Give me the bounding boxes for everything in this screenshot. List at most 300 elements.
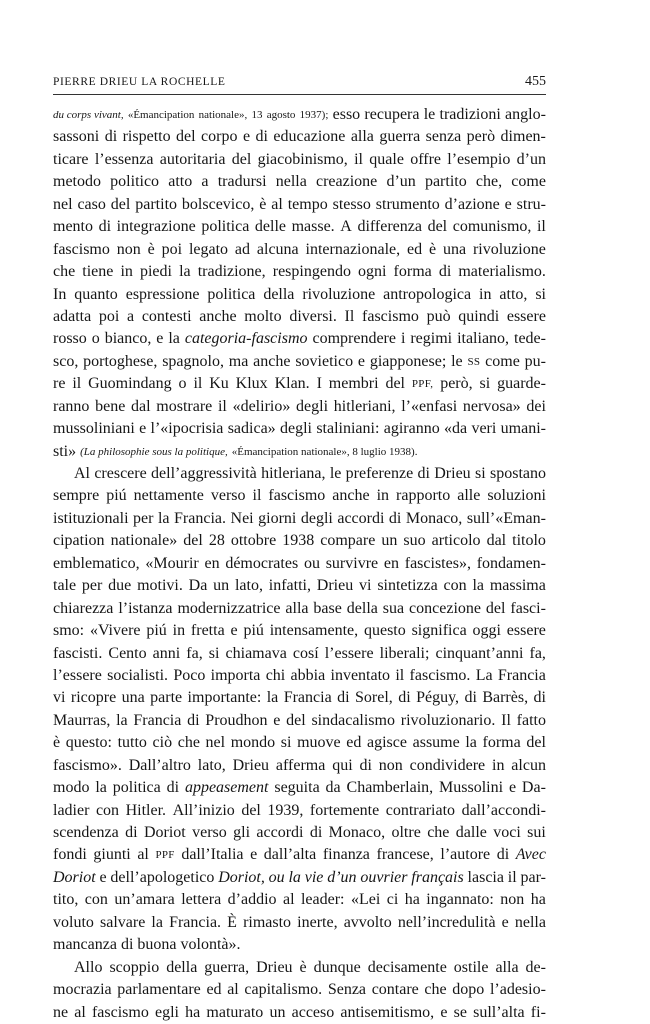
word: guarde- xyxy=(497,375,546,393)
word: poi xyxy=(161,240,183,258)
word: questo: xyxy=(65,734,112,752)
word: dalle xyxy=(455,824,487,841)
word: pu- xyxy=(524,352,546,370)
text-line xyxy=(53,844,546,866)
word: autoritaria xyxy=(159,150,226,168)
word: al xyxy=(137,846,149,864)
text-line xyxy=(53,373,546,395)
word: di xyxy=(309,824,323,841)
word: è xyxy=(147,240,155,258)
word: con xyxy=(84,891,108,909)
word: degli xyxy=(296,397,329,415)
word: chi xyxy=(265,666,286,684)
text-line xyxy=(53,216,546,238)
word: intensamente, xyxy=(269,622,359,640)
word: l’«ipocrisia xyxy=(150,420,224,438)
word: guerra, xyxy=(204,958,250,976)
word: un xyxy=(381,532,398,550)
word: forma xyxy=(482,734,521,752)
word: non xyxy=(116,240,141,258)
word: fascismo. xyxy=(409,666,471,684)
text-line xyxy=(53,598,546,620)
word: offre xyxy=(410,150,441,168)
word: ladier xyxy=(53,801,90,819)
word: Allo xyxy=(74,958,103,976)
text-line xyxy=(53,912,546,934)
word: lato, xyxy=(234,577,263,595)
word: base xyxy=(313,599,342,617)
word: al xyxy=(227,981,239,999)
word: sti» xyxy=(53,442,77,460)
word: ostile xyxy=(453,958,489,976)
word: survivre xyxy=(325,554,379,572)
word: dall’Italia xyxy=(181,846,244,864)
word: Nei xyxy=(230,509,254,527)
word: come xyxy=(485,352,520,370)
word: atto xyxy=(168,173,193,191)
word: metodo xyxy=(53,173,101,191)
word: Klan. xyxy=(274,375,310,393)
word: maturato xyxy=(206,1003,264,1021)
word: il xyxy=(72,375,82,393)
page-header xyxy=(53,74,546,95)
word: PPF, xyxy=(411,378,434,391)
word: con xyxy=(95,801,120,819)
word: educazione xyxy=(273,128,346,146)
word: Doriot xyxy=(53,868,96,886)
word: lato, xyxy=(197,756,226,774)
word: seguita xyxy=(274,779,320,797)
word: contesti xyxy=(141,307,192,325)
word: anglo- xyxy=(505,106,546,123)
text-line xyxy=(53,328,546,350)
text-line xyxy=(53,171,546,193)
word: emblematico, xyxy=(53,554,140,572)
word: A xyxy=(340,218,352,236)
word: anni xyxy=(152,644,181,662)
word: «Mourir xyxy=(145,554,199,572)
word: un xyxy=(269,1003,286,1021)
word: caso xyxy=(77,195,106,213)
word: in xyxy=(376,487,390,505)
word: en xyxy=(204,554,220,572)
word: importante: xyxy=(187,689,262,707)
text-line xyxy=(53,755,546,777)
word: di xyxy=(98,218,112,236)
word: Guomindang xyxy=(88,375,172,393)
word: tradizione, xyxy=(197,263,266,281)
word: alcun xyxy=(511,756,546,774)
word: ou xyxy=(268,868,285,886)
text-line xyxy=(53,665,546,687)
word: il xyxy=(217,397,227,415)
word: anche xyxy=(253,352,291,370)
word: anche xyxy=(332,487,370,505)
word: tradizioni xyxy=(439,106,501,123)
word: tiene xyxy=(82,263,114,281)
word: alla xyxy=(495,958,519,976)
word: Doriot, xyxy=(218,868,265,886)
word: Cento xyxy=(108,644,147,662)
word: veri xyxy=(471,420,497,438)
word: parte xyxy=(150,689,183,707)
text-line xyxy=(53,418,546,440)
word: del xyxy=(241,801,261,819)
word: fa, xyxy=(529,644,546,662)
word: un’amara xyxy=(114,891,175,909)
word: internazionale, xyxy=(305,240,401,258)
word: vi xyxy=(359,577,372,595)
word: giorni xyxy=(258,509,297,527)
word: politica xyxy=(201,218,250,236)
text-line xyxy=(53,351,546,373)
word: français xyxy=(411,868,464,886)
word: infatti, xyxy=(268,577,311,595)
word: e xyxy=(156,330,164,348)
word: si xyxy=(208,644,220,662)
word: fondamen- xyxy=(476,554,546,572)
word: partito xyxy=(135,195,178,213)
word: comunismo, xyxy=(452,218,532,236)
word: mondo xyxy=(230,734,276,752)
word: in xyxy=(120,263,133,281)
word: diversi. xyxy=(289,307,337,325)
word: di xyxy=(359,756,372,774)
text-line xyxy=(53,732,546,754)
word: tale xyxy=(53,577,77,595)
word: e xyxy=(242,128,251,146)
word: forma xyxy=(393,263,432,281)
word: l’autore xyxy=(440,846,491,864)
word: delle xyxy=(254,218,286,236)
word: la xyxy=(157,509,170,527)
word: 1939, xyxy=(267,801,304,819)
word: a xyxy=(127,307,135,325)
word: di xyxy=(533,689,546,707)
page-number: 455 xyxy=(525,74,546,89)
word: può xyxy=(426,307,451,325)
word: fascismo xyxy=(268,487,326,505)
word: condividere xyxy=(409,756,486,774)
word: par- xyxy=(520,868,546,886)
word: a xyxy=(201,173,209,191)
word: piú xyxy=(106,487,127,505)
word: rispetto xyxy=(122,128,171,146)
word: si xyxy=(535,285,546,303)
text-line xyxy=(53,800,546,822)
word: di xyxy=(104,128,118,146)
word: ogni xyxy=(358,263,387,281)
word: di xyxy=(417,465,430,482)
word: del xyxy=(231,150,252,168)
word: Monaco, xyxy=(328,824,386,841)
word: re xyxy=(53,375,66,393)
word: rivoluzione xyxy=(472,240,546,258)
word: quindi xyxy=(458,307,500,325)
word: fascismo xyxy=(53,240,110,258)
word: del xyxy=(385,375,405,393)
word: PPF xyxy=(155,849,175,862)
word: nella xyxy=(514,913,546,931)
word: Hitler. xyxy=(125,801,167,819)
word: alla xyxy=(285,599,309,617)
word: piú xyxy=(243,622,264,640)
word: adatta xyxy=(53,307,92,325)
word: en xyxy=(383,554,399,572)
word: la xyxy=(95,779,107,797)
word: degli xyxy=(280,420,312,438)
word: Il xyxy=(344,307,355,325)
word: oltre xyxy=(391,824,421,841)
word: «delirio» xyxy=(232,397,291,415)
word: antropologica xyxy=(383,285,472,303)
word: respingendo xyxy=(272,263,351,281)
word: parlamentare xyxy=(117,981,201,999)
word: masse. xyxy=(291,218,335,236)
word: chiamava xyxy=(225,644,287,662)
word: integrazione xyxy=(116,218,196,236)
text-line xyxy=(53,463,546,485)
word: Francia. xyxy=(169,913,222,931)
word: in xyxy=(172,622,186,640)
word: lascia xyxy=(467,868,504,886)
word: sassoni xyxy=(53,128,100,146)
text-line xyxy=(53,687,546,709)
text-line xyxy=(53,149,546,171)
word: rivoluzione xyxy=(302,285,376,303)
word: e xyxy=(250,846,258,864)
word: fascistes», xyxy=(404,554,471,572)
word: tutto xyxy=(117,734,147,752)
word: molto xyxy=(244,307,282,325)
word: d’azione xyxy=(444,195,500,213)
word: modo xyxy=(53,779,90,797)
word: verso xyxy=(192,824,227,841)
word: ha xyxy=(530,891,546,909)
word: l’esempio xyxy=(447,150,511,168)
word: e xyxy=(504,195,512,213)
word: de- xyxy=(525,958,546,976)
word: Drieu xyxy=(316,577,354,595)
word: Mussolini xyxy=(439,779,504,797)
word: politico xyxy=(110,173,160,191)
word: del xyxy=(183,532,203,550)
word: I xyxy=(316,375,322,393)
word: sovietico xyxy=(295,352,354,370)
word: spostano xyxy=(489,465,546,482)
word: Klux xyxy=(235,375,268,393)
word: ne xyxy=(53,1003,69,1021)
word: guerra xyxy=(379,128,421,146)
word: articolo xyxy=(431,532,481,550)
word: importa xyxy=(210,666,261,684)
word: anche xyxy=(199,307,237,325)
text-line xyxy=(53,575,546,597)
word: avvolto xyxy=(343,913,392,931)
word: Poco xyxy=(173,666,206,684)
word: la xyxy=(472,577,485,595)
word: sull’«Eman- xyxy=(466,509,546,527)
word: Il xyxy=(501,711,511,729)
word: Drieu xyxy=(256,958,293,976)
word: categoria-fascismo xyxy=(184,330,308,348)
word: di xyxy=(496,846,510,864)
word: cipation xyxy=(53,532,105,550)
word: Al xyxy=(74,465,90,482)
word: agisce xyxy=(367,734,407,752)
word: oggi xyxy=(472,622,501,640)
word: stru- xyxy=(516,195,546,213)
text-line xyxy=(53,284,546,306)
text-line xyxy=(53,957,546,979)
word: «da xyxy=(444,420,468,438)
word: l’essenza xyxy=(94,150,154,168)
word: le xyxy=(451,352,463,370)
word: al xyxy=(271,195,283,213)
word: afferma xyxy=(275,756,326,774)
word: La xyxy=(475,666,493,684)
text-line xyxy=(53,1002,546,1024)
word: muove xyxy=(297,734,341,752)
word: dal xyxy=(486,532,507,550)
word: però, xyxy=(440,375,473,393)
word: fascisti. xyxy=(53,644,103,662)
word: un xyxy=(213,577,230,595)
word: dal xyxy=(131,397,151,415)
word: accordi xyxy=(337,509,385,527)
word: finanza xyxy=(322,846,370,864)
word: dopo xyxy=(452,981,485,999)
word: Drieu xyxy=(232,756,270,774)
word: lettera xyxy=(181,891,222,909)
word: qui xyxy=(332,756,353,774)
word: cinquant’anni xyxy=(435,644,524,662)
word: politica xyxy=(207,285,256,303)
body-text xyxy=(53,104,546,1024)
word: o xyxy=(178,375,187,393)
word: o xyxy=(91,330,100,348)
text-line xyxy=(53,194,546,216)
word: la xyxy=(465,734,477,752)
word: regimi xyxy=(410,330,453,348)
word: l’adesio- xyxy=(489,981,546,999)
word: quanto xyxy=(74,285,118,303)
word: da xyxy=(325,779,341,797)
word: verso xyxy=(210,487,246,505)
word: e xyxy=(139,420,147,438)
word: Barrès, xyxy=(482,689,529,707)
word: dall’accondi- xyxy=(461,801,546,819)
word: giunti xyxy=(93,846,131,864)
word: tradursi xyxy=(217,173,267,191)
word: atto, xyxy=(499,285,528,303)
word: è xyxy=(299,958,307,976)
word: ed xyxy=(206,981,222,999)
word: ed xyxy=(407,240,423,258)
word: agiranno xyxy=(383,420,440,438)
text-line xyxy=(53,643,546,665)
word: e xyxy=(230,622,238,640)
word: buona xyxy=(137,936,177,954)
word: membri xyxy=(328,375,379,393)
word: Da xyxy=(188,577,208,595)
word: preferenze xyxy=(345,465,414,482)
word: staliniani: xyxy=(316,420,380,438)
text-line xyxy=(53,530,546,552)
word: bianco, xyxy=(104,330,152,348)
word: e xyxy=(440,1003,448,1021)
word: non xyxy=(378,756,403,774)
word: liberali; xyxy=(379,644,430,662)
text-line xyxy=(53,104,546,126)
word: Dall’altro xyxy=(128,756,191,774)
word: la xyxy=(168,330,180,348)
text-line xyxy=(53,396,546,418)
word: appeasement xyxy=(184,779,269,797)
word: volontà». xyxy=(180,936,241,954)
word: d’addio xyxy=(227,891,277,909)
word: che xyxy=(424,981,447,999)
word: che xyxy=(427,824,450,841)
word: che, xyxy=(475,173,503,191)
word: al xyxy=(282,891,295,909)
text-line xyxy=(53,889,546,911)
word: francese, xyxy=(376,846,434,864)
word: di xyxy=(398,689,411,707)
word: fondi xyxy=(53,846,87,864)
word: Francia xyxy=(497,666,546,684)
word: chiarezza xyxy=(53,599,114,617)
text-line xyxy=(53,867,546,889)
word: dimen- xyxy=(500,128,546,146)
word: rimasto xyxy=(243,913,292,931)
word: (La philosophie sous la politique, xyxy=(80,445,228,458)
word: modernizzatrice xyxy=(177,599,281,617)
word: mocrazia xyxy=(53,981,112,999)
word: ricopre xyxy=(70,689,117,707)
text-line xyxy=(53,485,546,507)
word: tede- xyxy=(514,330,546,348)
word: decisamente xyxy=(367,958,447,976)
word: crescere xyxy=(94,465,147,482)
word: concezione xyxy=(409,599,481,617)
word: hitleriani, xyxy=(333,397,396,415)
text-line xyxy=(53,126,546,148)
word: du corps vivant, xyxy=(53,109,124,121)
text-line xyxy=(53,553,546,575)
word: d’un xyxy=(327,868,357,886)
word: socialisti. xyxy=(107,666,169,684)
word: tito, xyxy=(53,891,79,909)
word: l’essere xyxy=(324,644,374,662)
word: rapporto xyxy=(396,487,451,505)
word: ottobre xyxy=(230,532,277,550)
word: strumento xyxy=(375,195,440,213)
word: si xyxy=(280,734,292,752)
word: Francia xyxy=(133,711,182,729)
word: della xyxy=(166,958,198,976)
word: sull’alta xyxy=(473,1003,525,1021)
word: dunque xyxy=(313,958,361,976)
text-line xyxy=(53,777,546,799)
word: questo xyxy=(363,622,406,640)
word: della xyxy=(263,285,295,303)
word: titolo xyxy=(512,532,546,550)
word: ingannato: xyxy=(426,891,494,909)
word: e xyxy=(99,868,107,886)
word: di xyxy=(120,936,134,954)
word: per xyxy=(81,577,103,595)
